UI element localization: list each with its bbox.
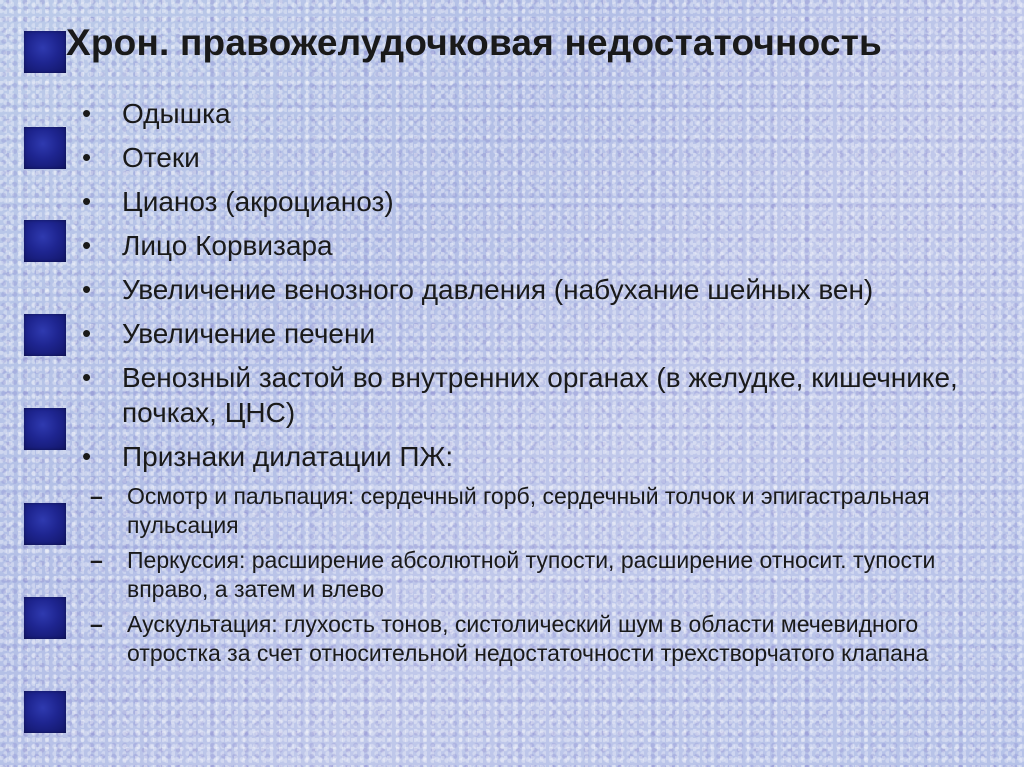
- list-item: [80, 272, 1000, 307]
- list-item: [80, 184, 1000, 219]
- sub-list-item: [80, 546, 1000, 604]
- sub-list-item-text: Осмотр и пальпация: сердечный горб, сердечный толчок и эпигастральная пульсация: [127, 483, 930, 538]
- dash-icon: –: [90, 483, 103, 509]
- bullet-icon: •: [82, 98, 92, 128]
- list-item-text: Одышка: [122, 98, 231, 129]
- bullet-icon: •: [82, 274, 92, 304]
- list-item: [80, 96, 1000, 131]
- bullet-icon: •: [82, 318, 92, 348]
- list-item-text: Увеличение венозного давления (набухание шейных вен): [122, 274, 874, 305]
- list-item-text: Увеличение печени: [122, 318, 376, 349]
- list-item-text: Признаки дилатации ПЖ:: [122, 441, 454, 472]
- decor-square-6: [24, 503, 66, 545]
- dash-icon: –: [90, 547, 103, 573]
- sub-list-item-text: Аускультация: глухость тонов, систолический шум в области мечевидного отростка за счет относительной недостаточности трехстворчатого клапана: [127, 611, 929, 666]
- decor-square-5: [24, 408, 66, 450]
- decor-square-8: [24, 691, 66, 733]
- dash-icon: –: [90, 611, 103, 637]
- sub-list-item: [80, 610, 1000, 668]
- list-item-text: Цианоз (акроцианоз): [122, 186, 394, 217]
- list-item: [80, 316, 1000, 351]
- list-item: [80, 360, 1000, 430]
- decor-square-1: [24, 31, 66, 73]
- bullet-icon: •: [82, 142, 92, 172]
- symptom-list: [80, 96, 1000, 677]
- bullet-icon: •: [82, 186, 92, 216]
- sub-list: [90, 482, 1000, 668]
- bullet-icon: •: [82, 362, 92, 392]
- bullet-icon: •: [82, 441, 92, 471]
- list-item: [80, 228, 1000, 263]
- decor-square-4: [24, 314, 66, 356]
- decor-square-7: [24, 597, 66, 639]
- list-item-text: Отеки: [122, 142, 200, 173]
- decor-square-2: [24, 127, 66, 169]
- sub-list-item: [80, 482, 1000, 540]
- slide-title: Хрон. правожелудочковая недостаточность: [66, 22, 882, 63]
- list-item-text: Лицо Корвизара: [122, 230, 333, 261]
- decor-square-3: [24, 220, 66, 262]
- bullet-icon: •: [82, 230, 92, 260]
- sub-list-item-text: Перкуссия: расширение абсолютной тупости, расширение относит. тупости вправо, а затем и влево: [127, 547, 936, 602]
- list-item: [80, 439, 1000, 668]
- list-item-text: Венозный застой во внутренних органах (в желудке, кишечнике, почках, ЦНС): [122, 362, 958, 428]
- list-item: [80, 140, 1000, 175]
